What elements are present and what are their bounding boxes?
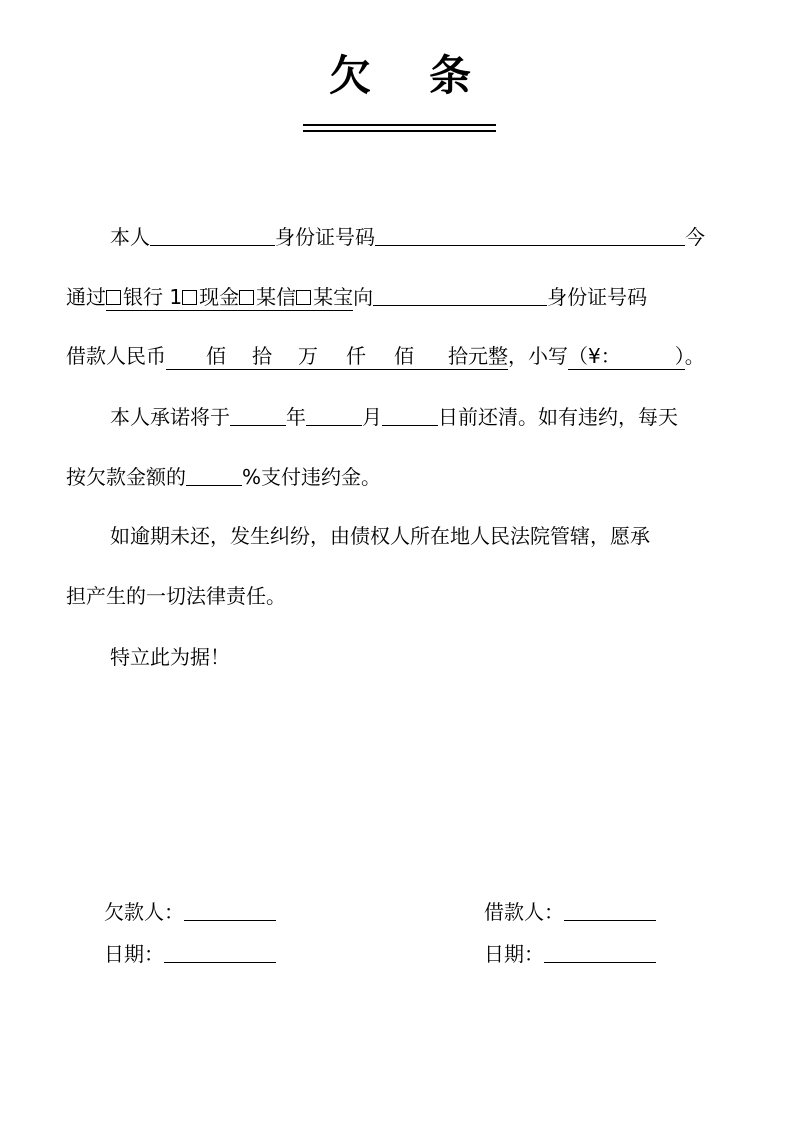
unit-shi-1: 拾: [252, 344, 272, 368]
lender-signature: [484, 898, 656, 926]
body-line-1: [110, 223, 705, 251]
cash-checkbox[interactable]: [182, 290, 197, 305]
amount-number-field[interactable]: [568, 344, 685, 370]
to-text: 向: [353, 285, 374, 309]
body-line-6: 如逾期未还，发生纠纷，由债权人所在地人民法院管辖，愿承: [110, 524, 650, 548]
title-char-2: 条: [429, 51, 472, 100]
cash-option-label: 现金: [199, 285, 240, 309]
lowercase-label: ，小写: [508, 344, 568, 368]
bank-checkbox[interactable]: [106, 290, 121, 305]
promise-text: 本人承诺将于: [110, 405, 230, 429]
alipay-checkbox[interactable]: [296, 290, 311, 305]
unit-wan: 万: [298, 344, 318, 368]
alipay-option-label: 某宝: [313, 285, 354, 309]
lender-date-label: 日期：: [484, 942, 544, 966]
yuan-symbol: （¥：: [568, 344, 621, 368]
bank-option-label: 银行 1: [123, 285, 183, 309]
debtor-signature-blank[interactable]: [184, 898, 276, 921]
repay-day-blank[interactable]: [382, 403, 438, 426]
borrower-label: 本人: [110, 225, 150, 249]
repay-year-blank[interactable]: [230, 403, 286, 426]
today-text: 今: [685, 225, 705, 249]
id-number-label: 身份证号码: [275, 225, 375, 249]
wechat-checkbox[interactable]: [239, 290, 254, 305]
debtor-signature: [104, 898, 276, 926]
unit-shi-yuan: 拾元整: [448, 344, 508, 368]
title-char-1: 欠: [328, 51, 371, 100]
lender-signature-blank[interactable]: [564, 898, 656, 921]
lender-id-label: 身份证号码: [547, 285, 648, 309]
wechat-option-label: 某信: [256, 285, 297, 309]
body-line-4: [110, 403, 678, 431]
repay-month-blank[interactable]: [306, 403, 362, 426]
body-line-2: [66, 283, 647, 311]
body-line-8: 特立此为据！: [110, 645, 230, 669]
via-label: 通过: [66, 285, 106, 309]
title-rule-bottom: [303, 130, 496, 132]
amount-label: 借款人民币: [66, 344, 166, 368]
repay-deadline-text: 日前还清。如有违约，每天: [438, 405, 678, 429]
penalty-rate-text: %支付违约金。: [242, 465, 382, 489]
lender-date-blank[interactable]: [544, 940, 656, 963]
borrower-id-blank[interactable]: [375, 223, 685, 246]
debtor-date: [104, 940, 276, 968]
unit-bai-2: 佰: [394, 344, 414, 368]
title-rule-top: [303, 124, 496, 126]
year-label: 年: [286, 405, 306, 429]
lender-date: [484, 940, 656, 968]
unit-qian: 仟: [346, 344, 366, 368]
borrower-name-blank[interactable]: [150, 223, 275, 246]
penalty-text: 按欠款金额的: [66, 465, 186, 489]
document-title: [0, 48, 800, 104]
body-line-3: [66, 342, 705, 370]
month-label: 月: [362, 405, 382, 429]
debtor-date-blank[interactable]: [164, 940, 276, 963]
amount-close-paren: ）: [674, 344, 685, 368]
amount-chinese-field[interactable]: [166, 344, 508, 370]
body-line-5: [66, 463, 381, 491]
lender-name-blank[interactable]: [373, 283, 547, 306]
lender-label: 借款人：: [484, 900, 564, 924]
unit-bai-1: 佰: [206, 344, 226, 368]
debtor-date-label: 日期：: [104, 942, 164, 966]
debtor-label: 欠款人：: [104, 900, 184, 924]
period: 。: [684, 344, 705, 368]
payment-options: [106, 285, 353, 311]
body-line-7: 担产生的一切法律责任。: [66, 584, 286, 608]
penalty-rate-blank[interactable]: [186, 463, 242, 486]
